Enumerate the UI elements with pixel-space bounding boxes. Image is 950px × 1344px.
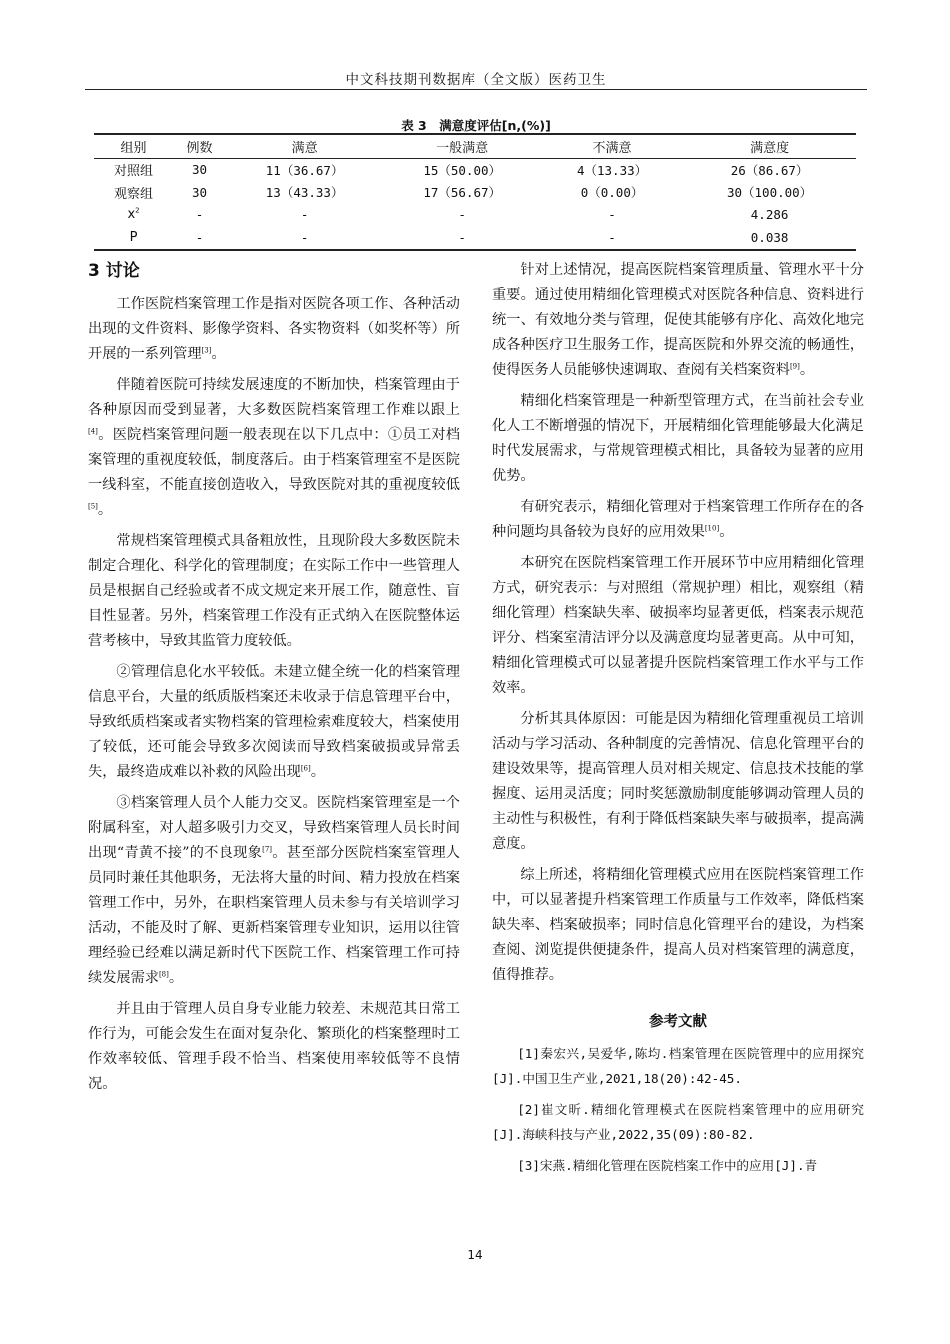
paragraph-text: 针对上述情况，提高医院档案管理质量、管理水平十分重要。通过使用精细化管理模式对医院各种信息、资料进行统一、有效地分类与管理，促使其能够有序化、高效化地完成各种医疗卫生服务工作，提高医院和外界交流的畅通性，使得医务人员能够快速调取、查阅有关档案资料: [492, 262, 864, 378]
paragraph: 分析其具体原因：可能是因为精细化管理重视员工培训活动与学习活动、各种制度的完善情况、信息化管理平台的建设效果等，提高管理人员对相关规定、信息技术技能的掌握度、运用灵活度；同时奖惩激励制度能够调动管理人员的主动性与积极性，有利于降低档案缺失率与破损率，提高满意度。: [492, 711, 864, 852]
paragraph: 常规档案管理模式具备粗放性，且现阶段大多数医院未制定合理化、科学化的管理制度；在实际工作中一些管理人员是根据自己经验或者不成文规定来开展工作，随意性、盲目性显著。另外，档案管理工作没有正式纳入在医院整体运营考核中，导致其监管力度较低。: [88, 533, 460, 649]
table-cell: -: [195, 207, 204, 223]
paragraph-text: 伴随着医院可持续发展速度的不断加快，档案管理由于各种原因而受到显著，大多数医院档案管理工作难以跟上: [88, 377, 460, 418]
header-rate: 满意度: [750, 140, 790, 156]
table-cell: 17（56.67）: [423, 185, 501, 201]
table-cell: 观察组: [114, 186, 154, 202]
left-column: [88, 258, 460, 1103]
paragraph-end: 。: [97, 502, 113, 518]
table-cell: -: [195, 229, 204, 245]
table-cell: 11（36.67）: [265, 162, 344, 178]
citation: [5]: [88, 502, 98, 511]
table-cell: 13（43.33）: [265, 185, 344, 201]
page-number: 14: [467, 1248, 483, 1262]
table-cell: -: [458, 207, 466, 223]
paragraph-end: 。: [719, 524, 734, 540]
table-cell: -: [300, 207, 309, 223]
paragraph-end: 。: [211, 346, 226, 362]
citation: [9]: [789, 362, 800, 371]
table-cell: 30（100.00）: [726, 185, 813, 201]
table-caption: 表 3 满意度评估[n,(%)]: [401, 118, 551, 133]
table-cell: 30: [191, 162, 208, 178]
citation: [7]: [262, 845, 273, 854]
table-cell: -: [300, 229, 309, 245]
table-cell: 4（13.33）: [576, 162, 648, 178]
paragraph-end: 。: [168, 970, 184, 986]
header-group: 组别: [120, 140, 147, 156]
satisfaction-table: [94, 133, 856, 251]
table-cell: 4.286: [750, 207, 789, 223]
paragraph-text: 。医院档案管理问题一般表现在以下几点中：①员工对档案管理的重视度较低，制度落后。由于档案管理室不是医院一线科室，不能直接创造收入，导致医院对其的重视度较低: [88, 427, 460, 493]
paragraph-text: 有研究表示，精细化管理对于档案管理工作所存在的各种问题均具备较为良好的应用效果: [492, 499, 864, 540]
table-row: [94, 158, 856, 181]
paragraph-text: 。甚至部分医院档案室管理人员同时兼任其他职务，无法将大量的时间、精力投放在档案管理工作中，另外，在职档案管理人员未参与有关培训学习活动，不能及时了解、更新档案管理专业知识，运用以往管理经验已经难以满足新时代下医院工作、档案管理工作可持续发展需求: [88, 845, 460, 986]
right-column: [492, 258, 864, 1184]
paragraph-text: 工作医院档案管理工作是指对医院各项工作、各种活动出现的文件资料、影像学资料、各实物资料（如奖杯等）所开展的一系列管理: [88, 296, 460, 362]
header-count: 例数: [186, 140, 213, 156]
paragraph: [492, 258, 864, 383]
table-row: [94, 204, 856, 227]
citation: [10]: [704, 524, 720, 533]
paragraph: 精细化档案管理是一种新型管理方式，在当前社会专业化人工不断增强的情况下，开展精细化管理能够最大化满足时代发展需求，与常规管理模式相比，具备较为显著的应用优势。: [492, 393, 864, 484]
paragraph: [88, 791, 460, 991]
chi-superscript: 2: [135, 206, 140, 215]
paragraph-end: 。: [310, 764, 325, 780]
table-cell: P: [129, 229, 138, 245]
paragraph: [88, 373, 460, 523]
table-row: [94, 226, 856, 250]
paragraph: 本研究在医院档案管理工作开展环节中应用精细化管理方式，研究表示：与对照组（常规护理）相比，观察组（精细化管理）档案缺失率、破损率均显著更低，档案表示规范评分、档案室清洁评分以及满意度均显著更高。从中可知，精细化管理模式可以显著提升医院档案管理工作水平与工作效率。: [492, 555, 864, 696]
table-cell: -: [608, 229, 616, 245]
header-unsatisfied: 不满意: [592, 140, 632, 156]
table-cell: 30: [191, 184, 208, 200]
chi-symbol: x: [127, 207, 136, 223]
header-general: 一般满意: [436, 140, 489, 156]
reference-item: [3]宋燕.精细化管理在医院档案工作中的应用[J].青: [517, 1158, 818, 1173]
citation: [4]: [88, 427, 98, 436]
paragraph-text: ②管理信息化水平较低。未建立健全统一化的档案管理信息平台，大量的纸质版档案还未收录于信息管理平台中，导致纸质档案或者实物档案的管理检索难度较大，档案使用了较低，还可能会导致多次阅读而导致档案破损或异常丢失，最终造成难以补救的风险出现: [88, 664, 460, 780]
citation: [8]: [158, 970, 169, 979]
references-title: 参考文献: [649, 1014, 707, 1030]
table-cell: [94, 204, 173, 227]
header-satisfied: 满意: [291, 140, 318, 156]
reference-item: [2]崔文昕.精细化管理模式在医院档案管理中的应用研究[J].海峡科技与产业,2022,35(09):80-82.: [492, 1102, 864, 1142]
citation: [3]: [201, 346, 212, 355]
journal-header: 中文科技期刊数据库（全文版）医药卫生: [345, 72, 607, 88]
paragraph: [88, 660, 460, 785]
paragraph: 综上所述，将精细化管理模式应用在医院档案管理工作中，可以显著提升档案管理工作质量与工作效率，降低档案缺失率、档案破损率；同时信息化管理平台的建设，为档案查阅、浏览提供便捷条件，提高人员对档案管理的满意度，值得推荐。: [492, 867, 864, 983]
header-rule: [85, 89, 867, 90]
table-cell: 0.038: [750, 229, 789, 245]
table-row: [94, 181, 856, 204]
citation: [6]: [300, 764, 311, 773]
table-cell: 0（0.00）: [580, 185, 644, 201]
paragraph: 并且由于管理人员自身专业能力较差、未规范其日常工作行为，可能会发生在面对复杂化、繁琐化的档案整理时工作效率较低、管理手段不恰当、档案使用率较低等不良情况。: [88, 1001, 460, 1092]
paragraph-end: 。: [799, 362, 815, 378]
table-cell: 15（50.00）: [423, 162, 501, 178]
paragraph-text: ③档案管理人员个人能力交叉。医院档案管理室是一个附属科室，对人超多吸引力交叉，导致档案管理人员长时间出现“青黄不接”的不良现象: [88, 795, 460, 861]
section-title: 3 讨论: [88, 261, 140, 281]
paragraph: [492, 495, 864, 545]
paragraph: [88, 292, 460, 367]
reference-item: [1]秦宏兴,吴爱华,陈均.档案管理在医院管理中的应用探究[J].中国卫生产业,2021,18(20):42-45.: [492, 1046, 864, 1086]
table-cell: -: [458, 229, 466, 245]
table-header-row: [94, 134, 856, 158]
table-cell: 26（86.67）: [730, 162, 809, 178]
table-cell: 对照组: [114, 164, 154, 180]
table-cell: -: [608, 207, 616, 223]
